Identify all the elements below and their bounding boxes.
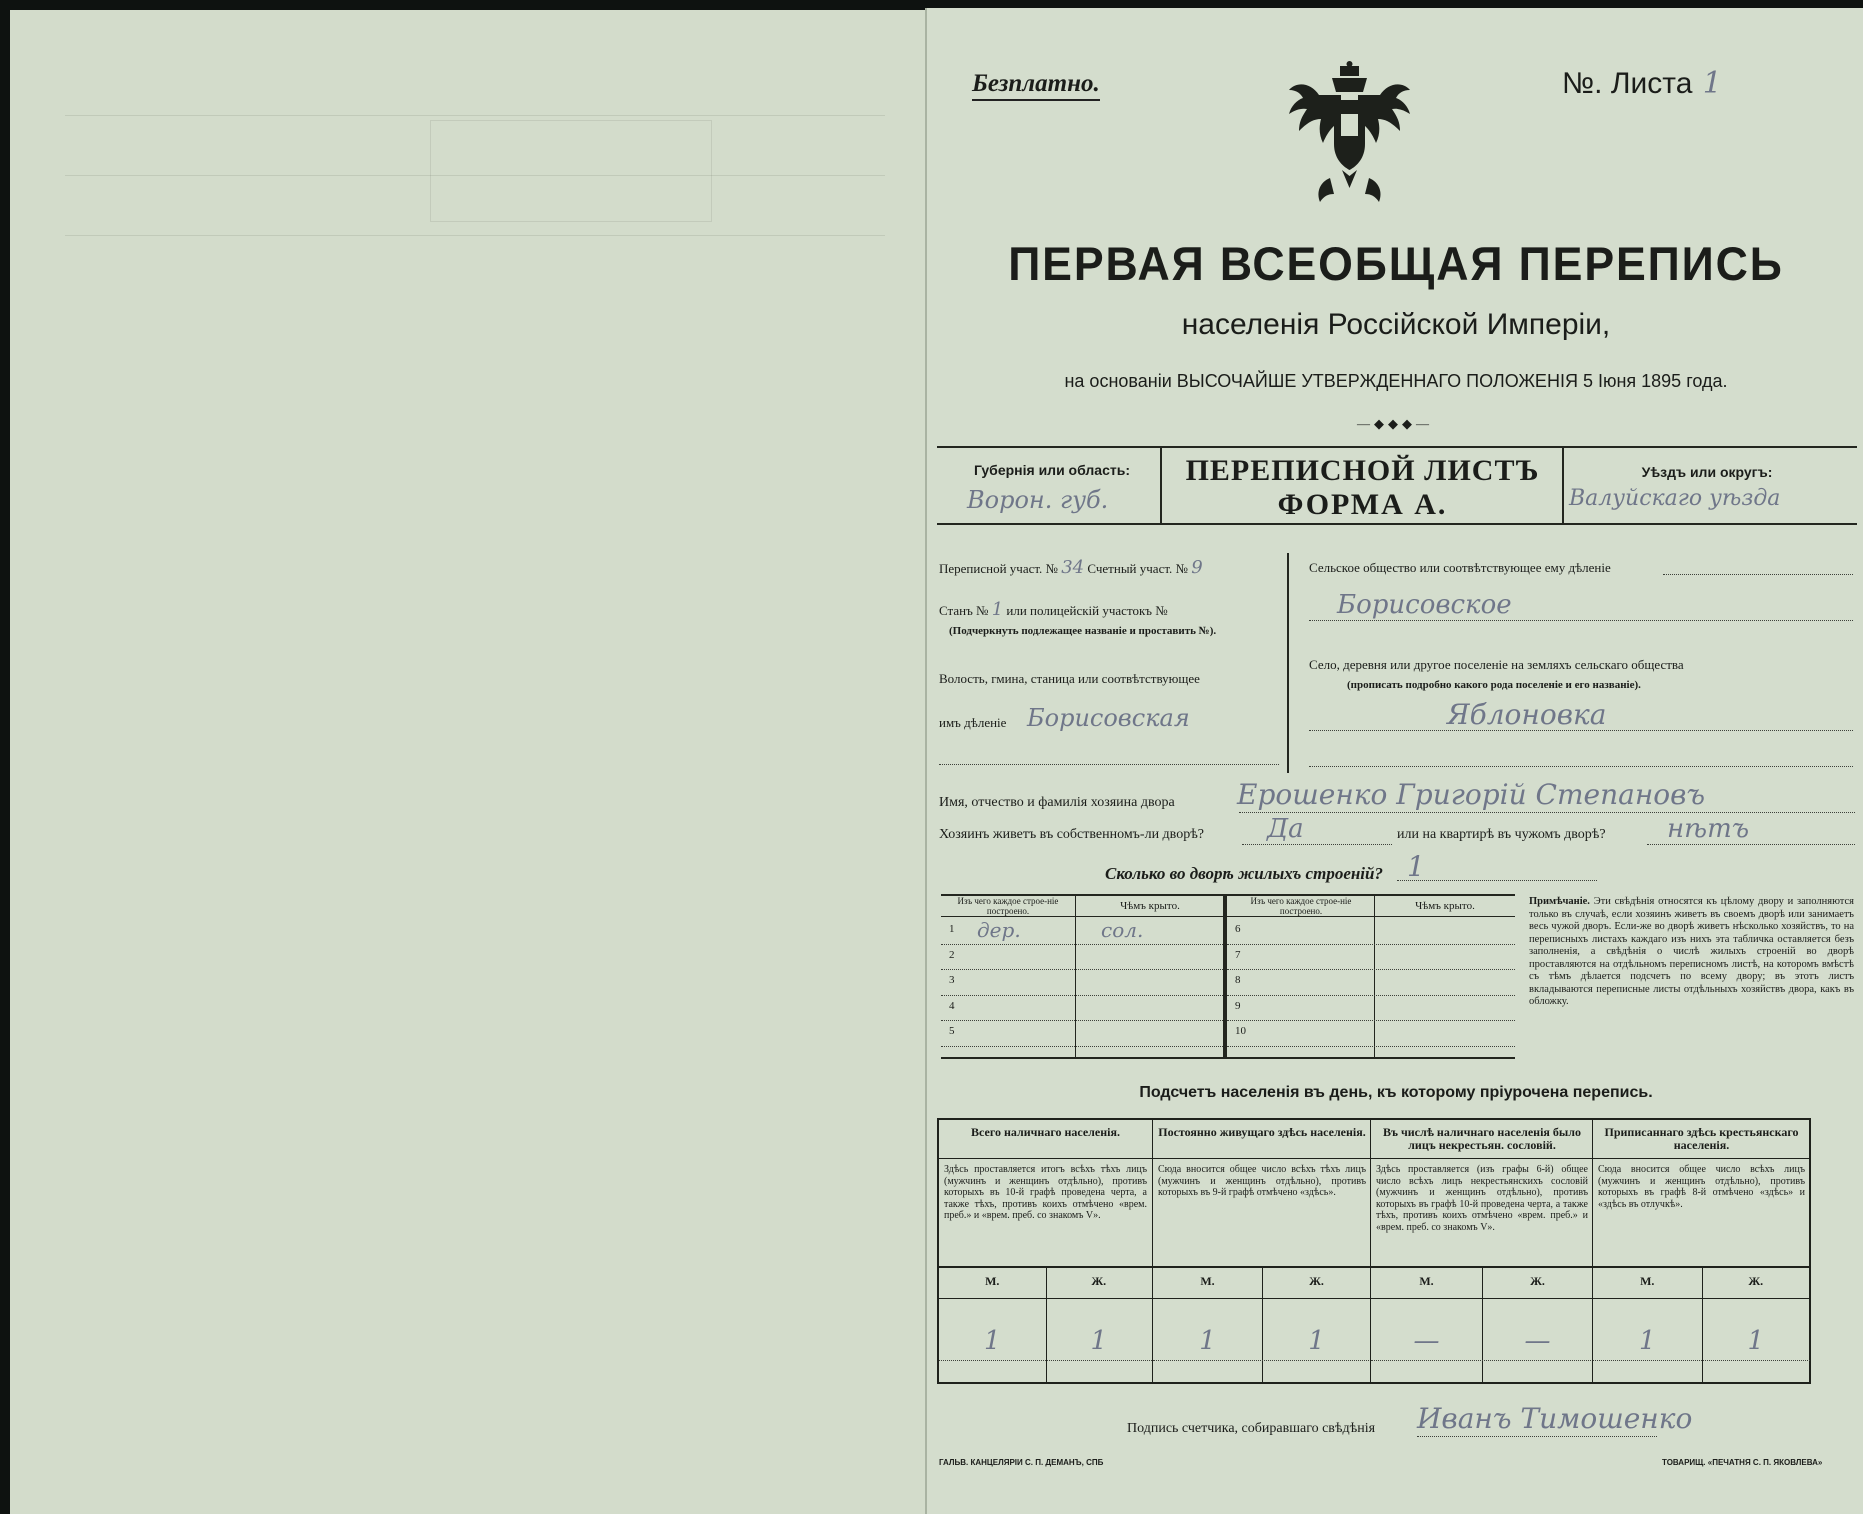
underline-note: (Подчеркнуть подлежащее названіе и проставить №). bbox=[949, 625, 1217, 637]
buildings-row-number: 4 bbox=[949, 999, 955, 1012]
footer-right: ТОВАРИЩ. «ПЕЧАТНЯ С. П. ЯКОВЛЕВА» bbox=[1662, 1458, 1823, 1467]
buildings-row-roof: сол. bbox=[1101, 918, 1144, 942]
census-section-line bbox=[939, 557, 1203, 578]
village-value: Яблоновка bbox=[1447, 698, 1607, 731]
population-column-description: Сюда вносится общее число всѣхъ лицъ (мужчинъ и женщинъ отдѣльно), противъ которыхъ въ графѣ 8-й отмѣчено «здѣсь» и «здѣсь въ отлучкѣ». bbox=[1598, 1164, 1805, 1210]
population-column-description: Сюда вносится общее число всѣхъ тѣхъ лицъ (мужчинъ и женщинъ отдѣльно), противъ которыхъ въ 9-й графѣ отмѣчено «здѣсь». bbox=[1158, 1164, 1366, 1198]
population-male-label: М. bbox=[1419, 1274, 1434, 1288]
population-female-label: Ж. bbox=[1309, 1274, 1324, 1288]
census-form-page bbox=[925, 8, 1863, 1514]
population-column bbox=[939, 1120, 1152, 1382]
population-female-label: Ж. bbox=[1091, 1274, 1107, 1288]
village-label: Село, деревня или другое поселеніе на земляхъ сельскаго общества bbox=[1309, 657, 1684, 672]
signature-label: Подпись счетчика, собиравшаго свѣдѣнія bbox=[1127, 1421, 1376, 1436]
rural-society-label: Сельское общество или соотвѣтствующее ему дѣленіе bbox=[1309, 560, 1611, 575]
population-female-value: 1 bbox=[1308, 1326, 1325, 1356]
buildings-row-number: 10 bbox=[1235, 1025, 1246, 1037]
buildings-row bbox=[941, 995, 1223, 1022]
sheet-title: ПЕРЕПИСНОЙ ЛИСТЪ bbox=[1185, 454, 1540, 487]
population-column bbox=[1370, 1120, 1593, 1382]
own-yard-value: Да bbox=[1267, 814, 1304, 844]
buildings-row bbox=[1227, 918, 1515, 945]
buildings-row-number: 7 bbox=[1235, 948, 1241, 961]
buildings-row bbox=[941, 918, 1223, 945]
stan-value: 1 bbox=[991, 599, 1004, 620]
village-note: (прописать подробно какого рода поселеніе и его названіе). bbox=[1347, 679, 1641, 691]
population-column bbox=[1592, 1120, 1810, 1382]
sheet-number-label: №. Листа bbox=[1562, 67, 1693, 100]
volost-value: Борисовская bbox=[1027, 704, 1190, 732]
volost-label: Волость, гмина, станица или соотвѣтствующее bbox=[939, 671, 1200, 686]
buildings-row bbox=[941, 969, 1223, 996]
buildings-row-number: 8 bbox=[1235, 974, 1241, 986]
province-label: Губернія или область: bbox=[973, 462, 1131, 478]
population-male-value: 1 bbox=[1199, 1326, 1216, 1356]
subtitle: населенія Россійской Имперіи, bbox=[1181, 308, 1611, 341]
population-male-value: — bbox=[1413, 1326, 1440, 1356]
stan-line bbox=[939, 599, 1168, 620]
buildings-row-number: 5 bbox=[949, 1025, 955, 1037]
buildings-row bbox=[1227, 969, 1515, 996]
footer-left: ГАЛЬВ. КАНЦЕЛЯРІИ С. П. ДЕМАНЪ, СПБ bbox=[939, 1458, 1104, 1467]
stan-label: Станъ № bbox=[939, 603, 989, 618]
population-female-value: 1 bbox=[1090, 1326, 1108, 1356]
basis-line: на основаніи ВЫСОЧАЙШЕ УТВЕРЖДЕННАГО ПОЛОЖЕНІЯ 5 Іюня 1895 года. bbox=[1064, 371, 1728, 391]
roof-header: Чѣмъ крыто. bbox=[1120, 900, 1180, 912]
buildings-row-number: 1 bbox=[949, 923, 955, 935]
population-female-label: Ж. bbox=[1530, 1274, 1545, 1288]
population-female-value: — bbox=[1524, 1326, 1551, 1356]
population-male-label: М. bbox=[1200, 1274, 1215, 1288]
population-male-value: 1 bbox=[983, 1326, 1001, 1356]
sheet-number-value: 1 bbox=[1702, 66, 1722, 101]
roof-header-right: Чѣмъ крыто. bbox=[1415, 900, 1475, 912]
rural-society-value: Борисовское bbox=[1337, 590, 1512, 620]
population-column-description: Здѣсь проставляется (изъ графы 6-й) общее число всѣхъ лицъ некрестьянскихъ сословій (мужчинъ и женщинъ отдѣльно), противъ которыхъ въ графѣ 10-й проведена черта, а также тѣхъ, противъ коихъ отмѣчено «врем. преб.» и «врем. преб. со знакомъ V». bbox=[1376, 1164, 1588, 1233]
population-column-heading: Въ числѣ наличнаго населенія было лицъ некрестьян. сословій. bbox=[1382, 1125, 1582, 1152]
counting-section-label: Счетный участ. № bbox=[1087, 561, 1188, 576]
material-header: Изъ чего каждое строе-ніе построено. bbox=[957, 896, 1059, 916]
buildings-row bbox=[941, 944, 1223, 971]
census-section-value: 34 bbox=[1061, 557, 1085, 578]
buildings-row-number: 9 bbox=[1235, 999, 1241, 1012]
province-value: Ворон. губ. bbox=[967, 486, 1109, 514]
signature-value: Иванъ Тимошенко bbox=[1417, 1402, 1693, 1435]
form-title: ФОРМА А. bbox=[1277, 488, 1448, 521]
material-header-right: Изъ чего каждое строе-ніе построено. bbox=[1250, 896, 1352, 916]
own-yard-label: Хозяинъ живетъ въ собственномъ-ли дворѣ? bbox=[939, 827, 1205, 842]
owner-label: Имя, отчество и фамилія хозяина двора bbox=[939, 795, 1175, 810]
population-column-heading: Постоянно живущаго здѣсь населенія. bbox=[1158, 1125, 1366, 1139]
counting-section-value: 9 bbox=[1191, 557, 1203, 578]
buildings-question-label: Сколько во дворѣ жилыхъ строеній? bbox=[1105, 864, 1383, 883]
buildings-row bbox=[1227, 1020, 1515, 1047]
note-block bbox=[1529, 896, 1854, 1009]
population-column-description: Здѣсь проставляется итогъ всѣхъ тѣхъ лицъ (мужчинъ и женщинъ отдѣльно), противъ которыхъ въ 10-й графѣ проведена черта, а также тѣхъ, противъ коихъ отмѣчено «врем. преб.» и «врем. преб. со знакомъ V». bbox=[944, 1164, 1147, 1221]
buildings-question-value: 1 bbox=[1407, 850, 1425, 883]
population-female-label: Ж. bbox=[1748, 1274, 1764, 1288]
district-value: Валуйскаго уѣзда bbox=[1569, 486, 1781, 511]
buildings-row bbox=[1227, 944, 1515, 971]
buildings-row-number: 3 bbox=[949, 974, 955, 986]
buildings-row bbox=[1227, 995, 1515, 1022]
population-column-heading: Всего наличнаго населенія. bbox=[971, 1125, 1120, 1139]
population-female-value: 1 bbox=[1747, 1326, 1765, 1356]
rent-value: нѣтъ bbox=[1667, 814, 1750, 844]
buildings-row-number: 6 bbox=[1235, 923, 1241, 935]
buildings-row-material: дер. bbox=[977, 918, 1021, 942]
sheet-number bbox=[1562, 66, 1722, 101]
census-section-label: Переписной участ. № bbox=[939, 561, 1058, 576]
ornament: —◆◆◆— bbox=[1357, 416, 1433, 431]
population-column bbox=[1152, 1120, 1371, 1382]
buildings-row-number: 2 bbox=[949, 948, 955, 961]
left-blank-page bbox=[10, 10, 925, 1514]
free-label: Безплатно. bbox=[972, 70, 1100, 101]
main-title: ПЕРВАЯ ВСЕОБЩАЯ ПЕРЕПИСЬ bbox=[1008, 237, 1784, 290]
police-label: или полицейскій участокъ № bbox=[1006, 603, 1168, 618]
buildings-row bbox=[941, 1020, 1223, 1047]
imperial-eagle-icon bbox=[1282, 60, 1417, 210]
note-title: Примѣчаніе. bbox=[1529, 896, 1590, 907]
note-text: Эти свѣдѣнія относятся къ цѣлому двору и заполняются только въ случаѣ, если хозяинъ живетъ въ своемъ дворѣ или занимаетъ весь чужой дворъ. Если-же во дворѣ живетъ нѣсколько хозяйствъ, то на переписныхъ листахъ каждаго изъ нихъ эта табличка оставляется безъ заполненія, а свѣдѣнія о числѣ жилыхъ строеній во дворѣ проставляются на отдѣльномъ переписномъ листѣ, на которомъ вмѣстѣ съ тѣмъ дѣлается подсчетъ по всему двору; въ этотъ листъ вкладываются переписные листы отдѣльныхъ хозяйствъ двора, какъ въ обложку. bbox=[1529, 896, 1854, 1007]
population-column-heading: Приписаннаго здѣсь крестьянскаго населенія. bbox=[1604, 1125, 1799, 1152]
population-male-label: М. bbox=[1640, 1274, 1655, 1288]
volost-label2: имъ дѣленіе bbox=[939, 715, 1007, 730]
population-male-label: М. bbox=[985, 1274, 1000, 1288]
owner-value: Ерошенко Григорій Степановъ bbox=[1237, 778, 1706, 811]
buildings-table bbox=[941, 894, 1515, 1059]
rent-label: или на квартирѣ въ чужомъ дворѣ? bbox=[1397, 827, 1606, 842]
population-title: Подсчетъ населенія въ день, къ которому пріурочена перепись. bbox=[1139, 1084, 1653, 1101]
population-table bbox=[937, 1118, 1811, 1384]
population-male-value: 1 bbox=[1638, 1326, 1656, 1356]
district-label: Уѣздъ или округъ: bbox=[1641, 464, 1773, 480]
